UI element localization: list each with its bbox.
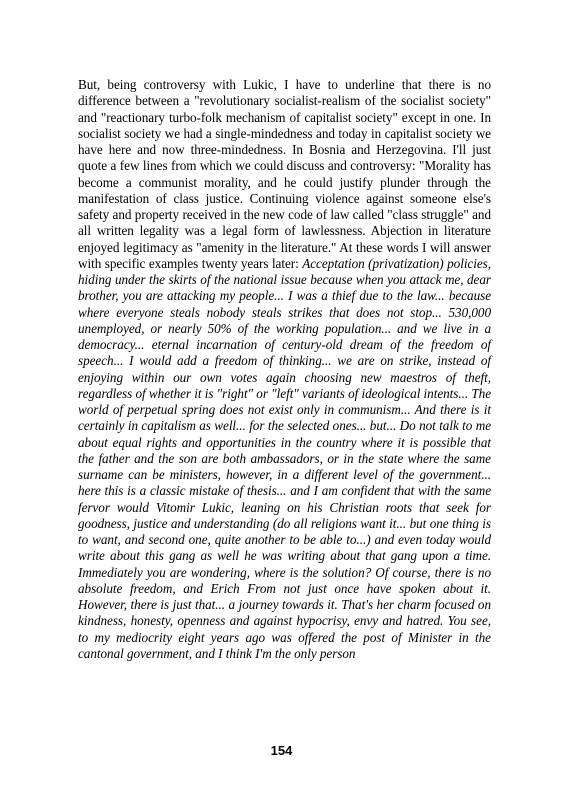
body-text [78,77,491,662]
paragraph-text-roman: But, being controversy with Lukic, I have to underline that there is no difference between a "revolutionary socialist-realism of the socialist society" and "reactionary turbo-folk mechanism of capitalist society" except in one. In socialist society we had a single-mindedness and today in capitalist society we have here and now three-mindedness. In Bosnia and Herzegovina. I'll just quote a few lines from which we could discuss and controversy: "Morality has become a communist morality, and he could justify plunder through the manifestation of class justice. Continuing violence against someone else's safety and property received in the new code of law called "class struggle" and all written legality was a legal form of lawlessness. Abjection in literature enjoyed legitimacy as "amenity in the literature." At these words I will answer with specific examples twenty years later: [78,77,491,271]
page-number: 154 [270,743,293,758]
paragraph-text-italic: Acceptation (privatization) policies, hiding under the skirts of the national issue because when you attack me, dear brother, you are attacking my people... I was a thief due to the law... because where everyone steals nobody steals strikes that does not stop... 530,000 unemployed, or nearly 50% of the working population... and we live in a democracy... eternal incarnation of century-old dream of the freedom of speech... I would add a freedom of thinking... we are on strike, instead of enjoying within our own votes again choosing new maestros of theft, regardless of whether it is "right" or "left" variants of ideological intents... The world of perpetual spring does not exist only in communism... And there is it certainly in capitalism as well... for the selected ones... but... Do not talk to me about equal rights and opportunities in the country where it is possible that the father and the son are both ambassadors, or in the state where the same surname can be ministers, however, in a different level of the government... here this is a classic mistake of thesis... and I am confident that with the same fervor would Vitomir Lukic, leaning on his Christian roots that seek for goodness, justice and understanding (do all religions want it... but one thing is to want, and second one, quite another to be able to...) and even today would write about this gang as well he was writing about that gang upon a time. Immediately you are wondering, where is the solution? Of course, there is no absolute freedom, and Erich From not just once have spoken about it. However, there is just that... a journey towards it. That's her charm focused on kindness, honesty, openness and against hypocrisy, envy and hatred. You see, to my mediocrity eight years ago was offered the post of Minister in the cantonal government, and I think I'm the only person [78,255,491,661]
paragraph [78,77,491,662]
